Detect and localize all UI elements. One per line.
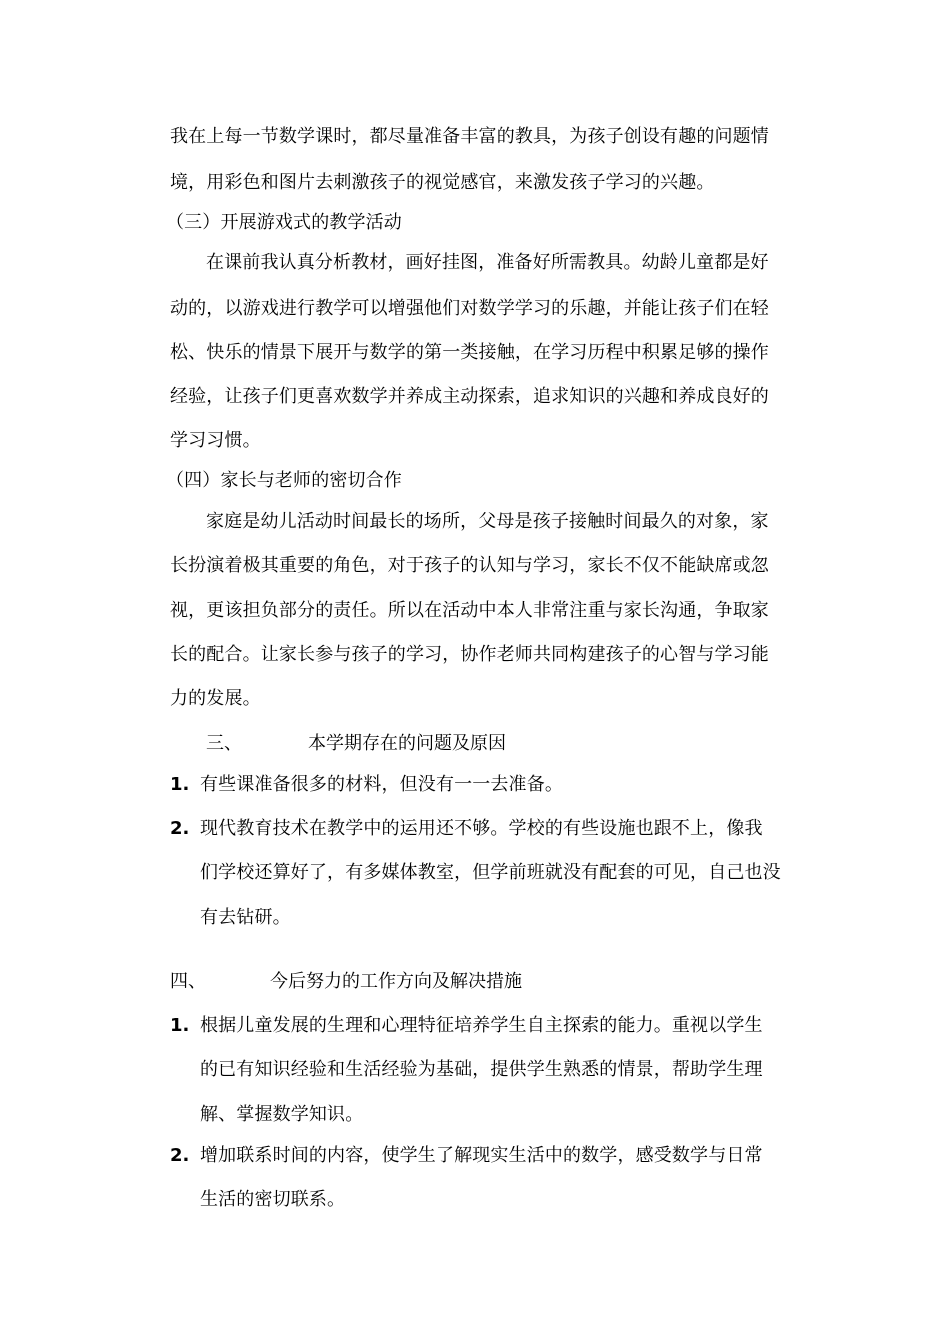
part-3-item-1-number: 1. bbox=[170, 774, 190, 795]
part-4-number: 四、 bbox=[170, 971, 206, 992]
section-3-heading: （三）开展游戏式的教学活动 bbox=[166, 212, 402, 233]
part-3-item-2-number: 2. bbox=[170, 818, 190, 839]
part-4-item-1-number: 1. bbox=[170, 1015, 190, 1036]
section-3-line-2: 动的，以游戏进行教学可以增强他们对数学学习的乐趣，并能让孩子们在轻 bbox=[170, 298, 769, 319]
section-4-heading: （四）家长与老师的密切合作 bbox=[166, 470, 402, 491]
section-4-line-2: 长扮演着极其重要的角色，对于孩子的认知与学习，家长不仅不能缺席或忽 bbox=[170, 555, 769, 576]
part-3-item-2-line-1: 现代教育技术在教学中的运用还不够。学校的有些设施也跟不上，像我 bbox=[200, 818, 763, 839]
section-4-line-1: 家庭是幼儿活动时间最长的场所，父母是孩子接触时间最久的对象，家 bbox=[206, 511, 769, 532]
part-3-title: 本学期存在的问题及原因 bbox=[308, 733, 506, 754]
part-4-item-1-line-3: 解、掌握数学知识。 bbox=[200, 1104, 364, 1125]
part-4-item-2-line-1: 增加联系时间的内容，使学生了解现实生活中的数学，感受数学与日常 bbox=[200, 1145, 763, 1166]
part-4-item-1-line-2: 的已有知识经验和生活经验为基础，提供学生熟悉的情景，帮助学生理 bbox=[200, 1059, 763, 1080]
section-3-line-4: 经验，让孩子们更喜欢数学并养成主动探索，追求知识的兴趣和养成良好的 bbox=[170, 386, 769, 407]
intro-line-2: 境，用彩色和图片去刺激孩子的视觉感官，来激发孩子学习的兴趣。 bbox=[170, 172, 715, 193]
section-4-line-4: 长的配合。让家长参与孩子的学习，协作老师共同构建孩子的心智与学习能 bbox=[170, 644, 769, 665]
intro-line-1: 我在上每一节数学课时，都尽量准备丰富的教具，为孩子创设有趣的问题情 bbox=[170, 126, 769, 147]
section-3-line-3: 松、快乐的情景下展开与数学的第一类接触，在学习历程中积累足够的操作 bbox=[170, 342, 769, 363]
part-4-item-2-line-2: 生活的密切联系。 bbox=[200, 1189, 346, 1210]
part-3-item-2-line-3: 有去钻研。 bbox=[200, 907, 291, 928]
part-4-item-2-number: 2. bbox=[170, 1145, 190, 1166]
section-3-line-5: 学习习惯。 bbox=[170, 430, 261, 451]
section-4-line-5: 力的发展。 bbox=[170, 688, 261, 709]
part-3-item-1-line-1: 有些课准备很多的材料，但没有一一去准备。 bbox=[200, 774, 563, 795]
section-3-line-1: 在课前我认真分析教材，画好挂图，准备好所需教具。幼龄儿童都是好 bbox=[206, 252, 769, 273]
part-3-number: 三、 bbox=[206, 733, 242, 754]
part-4-title: 今后努力的工作方向及解决措施 bbox=[270, 971, 522, 992]
section-4-line-3: 视，更该担负部分的责任。所以在活动中本人非常注重与家长沟通，争取家 bbox=[170, 600, 769, 621]
part-3-item-2-line-2: 们学校还算好了，有多媒体教室，但学前班就没有配套的可见，自己也没 bbox=[200, 862, 781, 883]
part-4-item-1-line-1: 根据儿童发展的生理和心理特征培养学生自主探索的能力。重视以学生 bbox=[200, 1015, 763, 1036]
